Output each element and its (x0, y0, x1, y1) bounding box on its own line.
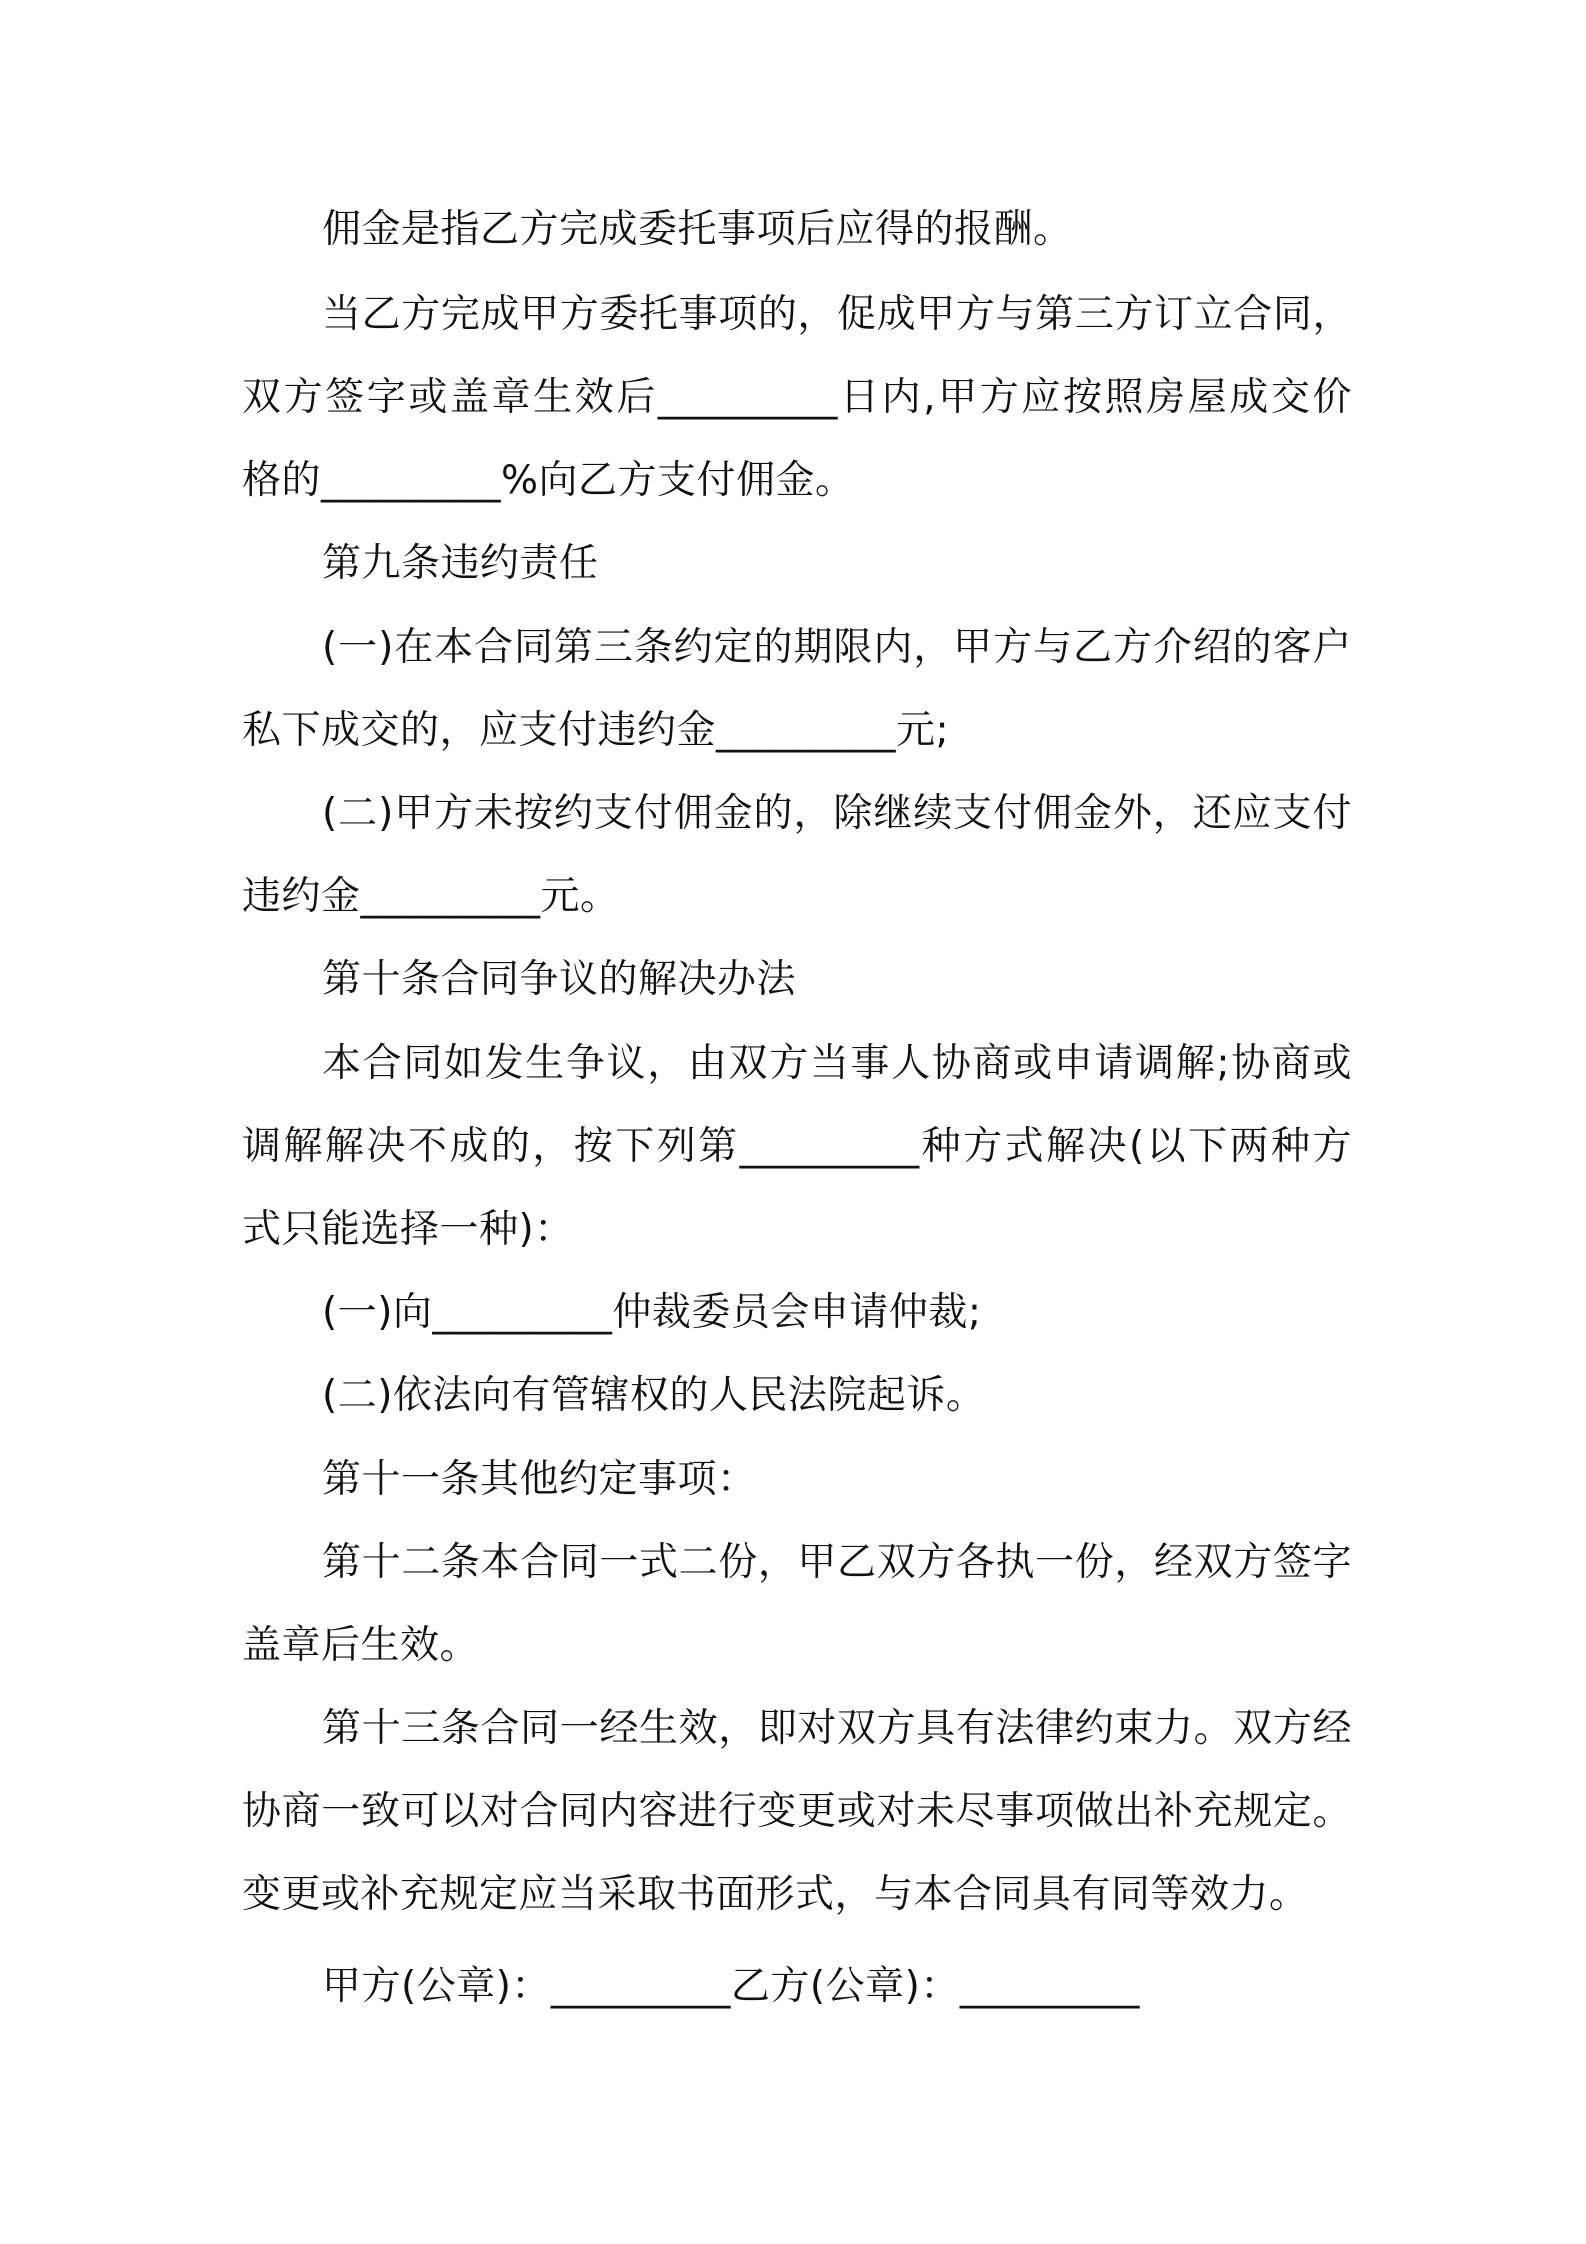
article-9-clause-2-line-2: 违约金_________元。 (242, 874, 620, 919)
article-12-line-1: 第十二条本合同一式二份，甲乙双方各执一份，经双方签字 (322, 1540, 1352, 1585)
article-13-line-2: 协商一致可以对合同内容进行变更或对未尽事项做出补充规定。 (242, 1789, 1352, 1834)
article-13-line-1: 第十三条合同一经生效，即对双方具有法律约束力。双方经 (322, 1706, 1352, 1751)
article-10-body-line-1: 本合同如发生争议，由双方当事人协商或申请调解;协商或 (322, 1041, 1352, 1086)
article-10-heading: 第十条合同争议的解决办法 (322, 957, 797, 1002)
article-11-heading: 第十一条其他约定事项： (322, 1457, 757, 1502)
paragraph-commission-payment-line-3: 格的_________%向乙方支付佣金。 (242, 458, 855, 503)
article-12-line-2: 盖章后生效。 (242, 1623, 480, 1668)
article-10-option-1: (一)向_________仲裁委员会申请仲裁; (322, 1290, 982, 1335)
article-10-body-line-3: 式只能选择一种)： (242, 1207, 574, 1252)
article-13-line-3: 变更或补充规定应当采取书面形式，与本合同具有同等效力。 (242, 1872, 1309, 1917)
article-9-heading: 第九条违约责任 (322, 541, 599, 586)
article-10-option-2: (二)依法向有管辖权的人民法院起诉。 (322, 1373, 986, 1418)
paragraph-commission-payment-line-1: 当乙方完成甲方委托事项的，促成甲方与第三方订立合同， (322, 292, 1352, 337)
article-9-clause-1-line-1: (一)在本合同第三条约定的期限内，甲方与乙方介绍的客户 (322, 625, 1352, 670)
article-9-clause-2-line-1: (二)甲方未按约支付佣金的，除继续支付佣金外，还应支付 (322, 791, 1352, 836)
paragraph-commission-payment-line-2: 双方签字或盖章生效后_________日内,甲方应按照房屋成交价 (242, 375, 1352, 420)
paragraph-commission-definition: 佣金是指乙方完成委托事项后应得的报酬。 (322, 207, 1073, 252)
article-10-body-line-2: 调解解决不成的，按下列第_________种方式解决(以下两种方 (242, 1124, 1352, 1169)
article-9-clause-1-line-2: 私下成交的，应支付违约金_________元; (242, 708, 950, 753)
signature-line: 甲方(公章)：_________乙方(公章)：_________ (322, 1964, 1140, 2009)
